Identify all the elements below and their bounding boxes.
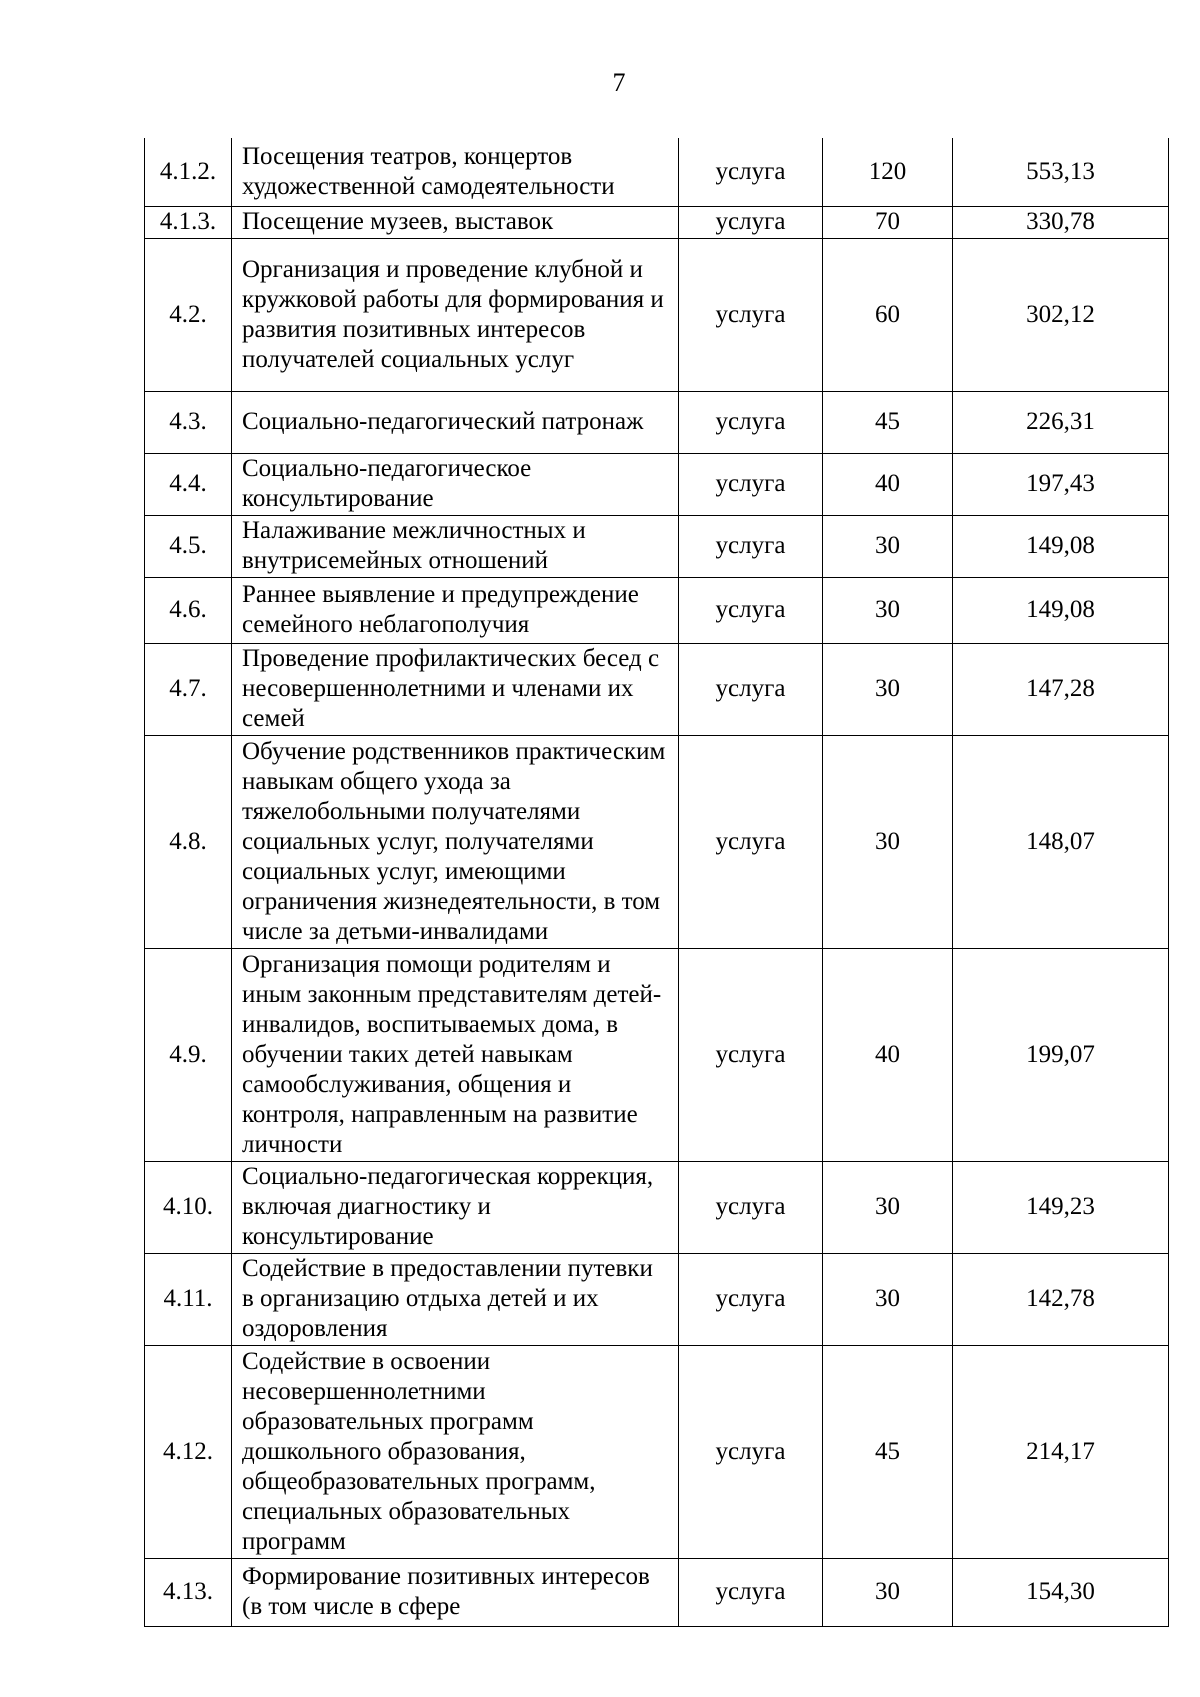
row-quantity: 70: [823, 206, 953, 238]
table-row: [145, 391, 1169, 453]
row-service-name: Организация помощи родителям и иным законным представителям детей-инвалидов, воспитываемых дома, в обучении таких детей навыкам самообслуживания, общения и контроля, направленным на развитие личности: [232, 948, 679, 1161]
row-price: 149,23: [953, 1161, 1169, 1253]
row-code: 4.1.2.: [145, 138, 232, 206]
row-service-name: Обучение родственников практическим навыкам общего ухода за тяжелобольными получателями социальных услуг, получателями социальных услуг, имеющими ограничения жизнедеятельности, в том числе за детьми-инвалидами: [232, 735, 679, 948]
row-unit: услуга: [679, 643, 823, 735]
row-code: 4.13.: [145, 1558, 232, 1626]
row-unit: услуга: [679, 453, 823, 515]
row-price: 149,08: [953, 515, 1169, 577]
row-quantity: 30: [823, 1161, 953, 1253]
row-quantity: 45: [823, 391, 953, 453]
row-service-name: Раннее выявление и предупреждение семейного неблагополучия: [232, 577, 679, 643]
row-price: 214,17: [953, 1345, 1169, 1558]
row-quantity: 30: [823, 735, 953, 948]
row-quantity: 30: [823, 643, 953, 735]
row-code: 4.9.: [145, 948, 232, 1161]
table-row: [145, 238, 1169, 391]
row-service-name: Социально-педагогическая коррекция, включая диагностику и консультирование: [232, 1161, 679, 1253]
row-service-name: Социально-педагогическое консультирование: [232, 453, 679, 515]
row-price: 148,07: [953, 735, 1169, 948]
table-row: [145, 1345, 1169, 1558]
row-code: 4.10.: [145, 1161, 232, 1253]
row-code: 4.1.3.: [145, 206, 232, 238]
row-unit: услуга: [679, 1345, 823, 1558]
row-code: 4.2.: [145, 238, 232, 391]
row-unit: услуга: [679, 138, 823, 206]
row-quantity: 60: [823, 238, 953, 391]
row-code: 4.3.: [145, 391, 232, 453]
row-unit: услуга: [679, 577, 823, 643]
row-code: 4.6.: [145, 577, 232, 643]
row-price: 149,08: [953, 577, 1169, 643]
services-table: [144, 138, 1169, 1627]
row-unit: услуга: [679, 1161, 823, 1253]
row-unit: услуга: [679, 735, 823, 948]
row-quantity: 45: [823, 1345, 953, 1558]
row-quantity: 40: [823, 453, 953, 515]
row-price: 226,31: [953, 391, 1169, 453]
table-row: [145, 1253, 1169, 1345]
row-code: 4.11.: [145, 1253, 232, 1345]
row-unit: услуга: [679, 206, 823, 238]
table-row: [145, 453, 1169, 515]
row-quantity: 40: [823, 948, 953, 1161]
row-price: 302,12: [953, 238, 1169, 391]
row-quantity: 120: [823, 138, 953, 206]
row-service-name: Налаживание межличностных и внутрисемейных отношений: [232, 515, 679, 577]
row-code: 4.4.: [145, 453, 232, 515]
row-price: 142,78: [953, 1253, 1169, 1345]
row-code: 4.12.: [145, 1345, 232, 1558]
row-unit: услуга: [679, 391, 823, 453]
row-price: 147,28: [953, 643, 1169, 735]
row-quantity: 30: [823, 515, 953, 577]
row-price: 199,07: [953, 948, 1169, 1161]
row-unit: услуга: [679, 1558, 823, 1626]
table-row: [145, 206, 1169, 238]
row-service-name: Формирование позитивных интересов (в том числе в сфере: [232, 1558, 679, 1626]
row-quantity: 30: [823, 1253, 953, 1345]
row-price: 197,43: [953, 453, 1169, 515]
row-service-name: Организация и проведение клубной и кружковой работы для формирования и развития позитивных интересов получателей социальных услуг: [232, 238, 679, 391]
row-price: 553,13: [953, 138, 1169, 206]
table-row: [145, 1558, 1169, 1626]
row-unit: услуга: [679, 948, 823, 1161]
row-service-name: Содействие в освоении несовершеннолетними образовательных программ дошкольного образования, общеобразовательных программ, специальных образовательных программ: [232, 1345, 679, 1558]
row-unit: услуга: [679, 515, 823, 577]
table-row: [145, 1161, 1169, 1253]
table-row: [145, 138, 1169, 206]
table-row: [145, 735, 1169, 948]
row-service-name: Посещение музеев, выставок: [232, 206, 679, 238]
row-price: 154,30: [953, 1558, 1169, 1626]
table-row: [145, 643, 1169, 735]
row-service-name: Содействие в предоставлении путевки в организацию отдыха детей и их оздоровления: [232, 1253, 679, 1345]
row-unit: услуга: [679, 238, 823, 391]
row-unit: услуга: [679, 1253, 823, 1345]
services-table-body: [145, 138, 1169, 1626]
row-quantity: 30: [823, 577, 953, 643]
row-service-name: Проведение профилактических бесед с несовершеннолетними и членами их семей: [232, 643, 679, 735]
page-number: 7: [612, 68, 626, 97]
row-price: 330,78: [953, 206, 1169, 238]
table-row: [145, 577, 1169, 643]
row-code: 4.8.: [145, 735, 232, 948]
row-code: 4.5.: [145, 515, 232, 577]
row-service-name: Социально-педагогический патронаж: [232, 391, 679, 453]
table-row: [145, 515, 1169, 577]
row-service-name: Посещения театров, концертов художественной самодеятельности: [232, 138, 679, 206]
row-quantity: 30: [823, 1558, 953, 1626]
row-code: 4.7.: [145, 643, 232, 735]
table-row: [145, 948, 1169, 1161]
